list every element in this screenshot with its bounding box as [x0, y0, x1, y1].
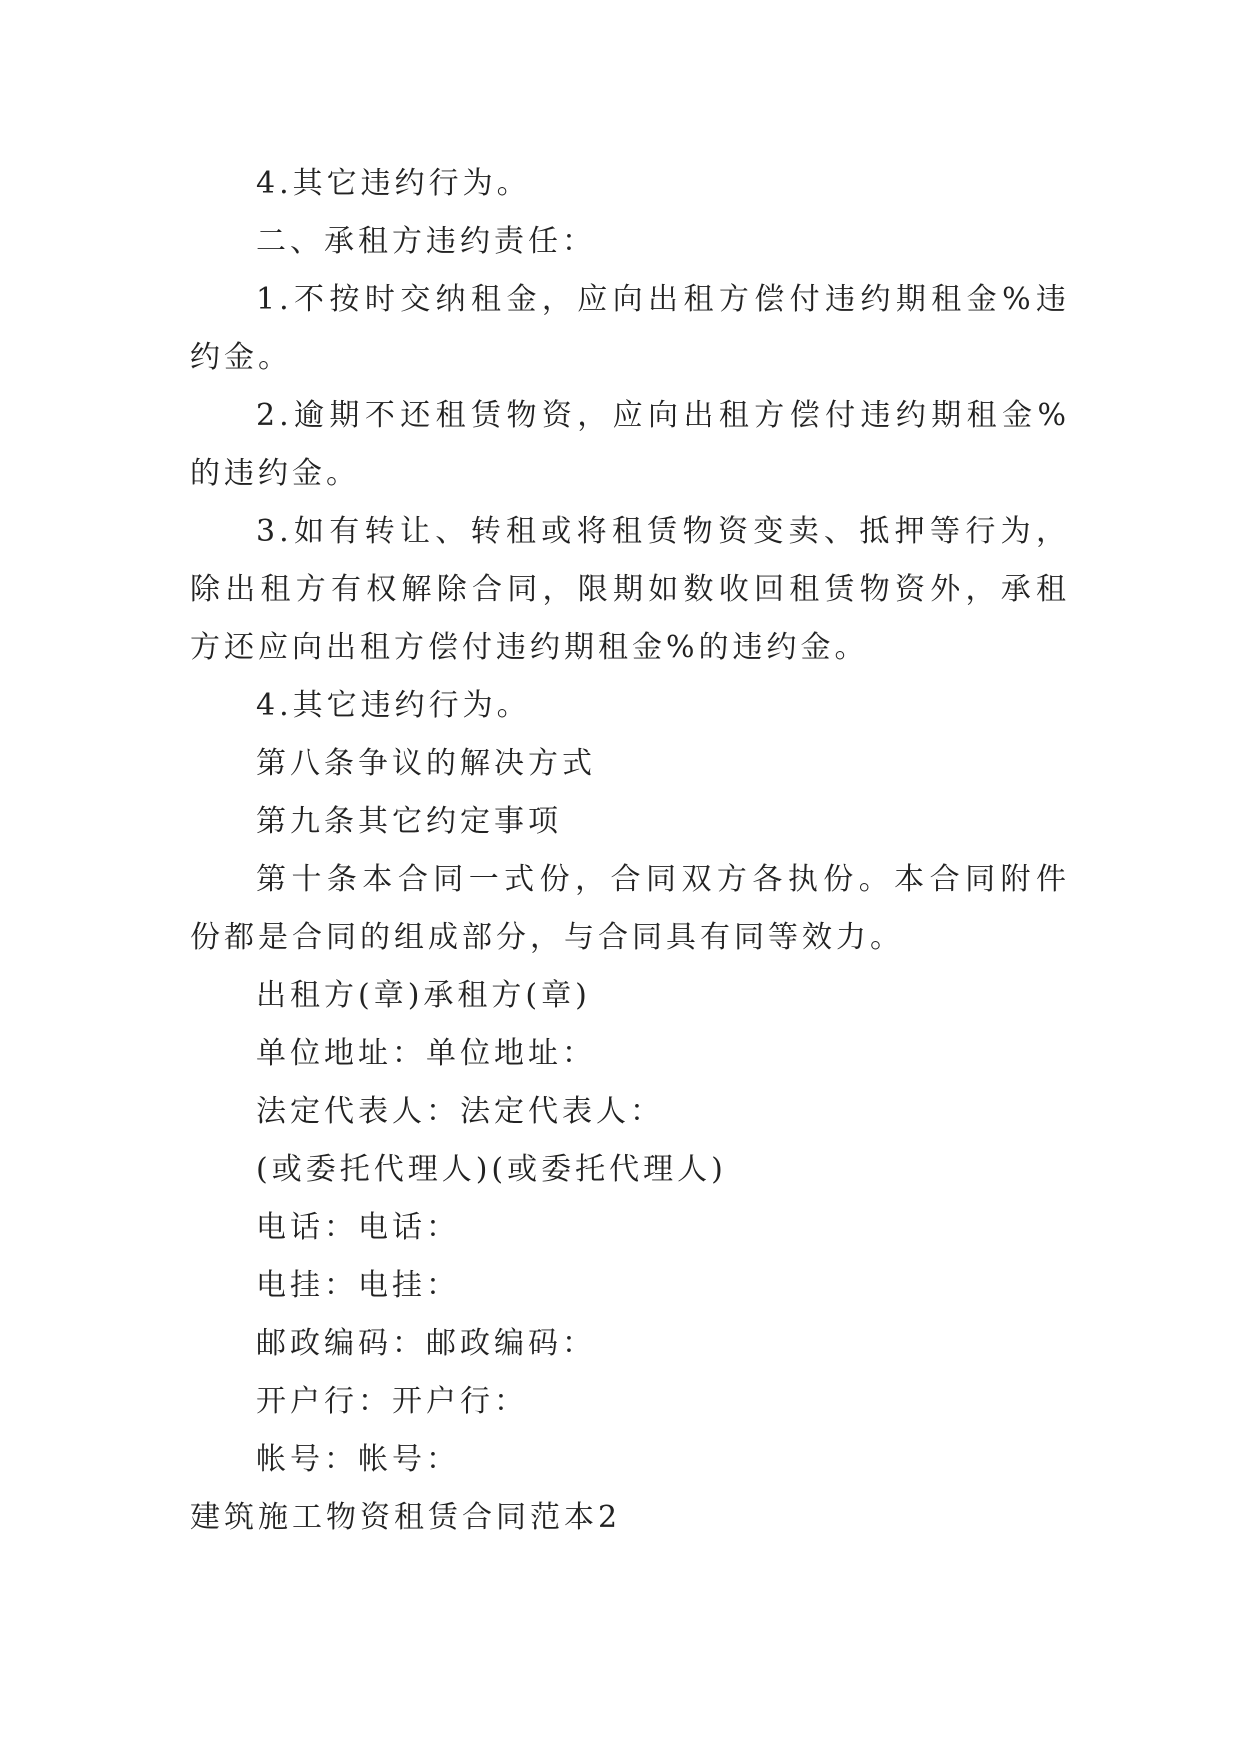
paragraph-transfer-penalty: 3.如有转让、转租或将租赁物资变卖、抵押等行为，除出租方有权解除合同，限期如数收回租赁物资外，承租方还应向出租方偿付违约期租金%的违约金。	[190, 514, 1070, 665]
paragraph-other-breach-lessee: 4.其它违约行为。	[256, 688, 531, 723]
paragraph-other-breach-lessor: 4.其它违约行为。	[256, 166, 531, 201]
paragraph-late-rent: 1.不按时交纳租金，应向出租方偿付违约期租金%违约金。	[190, 282, 1070, 375]
signature-parties-seal: 出租方(章)承租方(章)	[256, 978, 591, 1013]
article-8-dispute-resolution: 第八条争议的解决方式	[256, 746, 596, 781]
paragraph-overdue-return: 2.逾期不还租赁物资，应向出租方偿付违约期租金%的违约金。	[190, 398, 1070, 491]
article-9-other-matters: 第九条其它约定事项	[256, 804, 562, 839]
signature-address: 单位地址：单位地址：	[256, 1036, 596, 1071]
signature-postal-code: 邮政编码：邮政编码：	[256, 1326, 596, 1361]
section-heading-lessee-liability: 二、承租方违约责任：	[256, 224, 596, 259]
signature-legal-representative: 法定代表人：法定代表人：	[256, 1094, 664, 1129]
next-contract-title: 建筑施工物资租赁合同范本2	[190, 1500, 622, 1535]
article-10-copies: 第十条本合同一式份，合同双方各执份。本合同附件份都是合同的组成部分，与合同具有同等效力。	[190, 862, 1070, 955]
signature-account: 帐号：帐号：	[256, 1442, 460, 1477]
signature-bank: 开户行：开户行：	[256, 1384, 528, 1419]
document-body	[190, 155, 1070, 1547]
signature-telegraph: 电挂：电挂：	[256, 1268, 460, 1303]
signature-agent: (或委托代理人)(或委托代理人)	[256, 1152, 727, 1187]
signature-phone: 电话：电话：	[256, 1210, 460, 1245]
